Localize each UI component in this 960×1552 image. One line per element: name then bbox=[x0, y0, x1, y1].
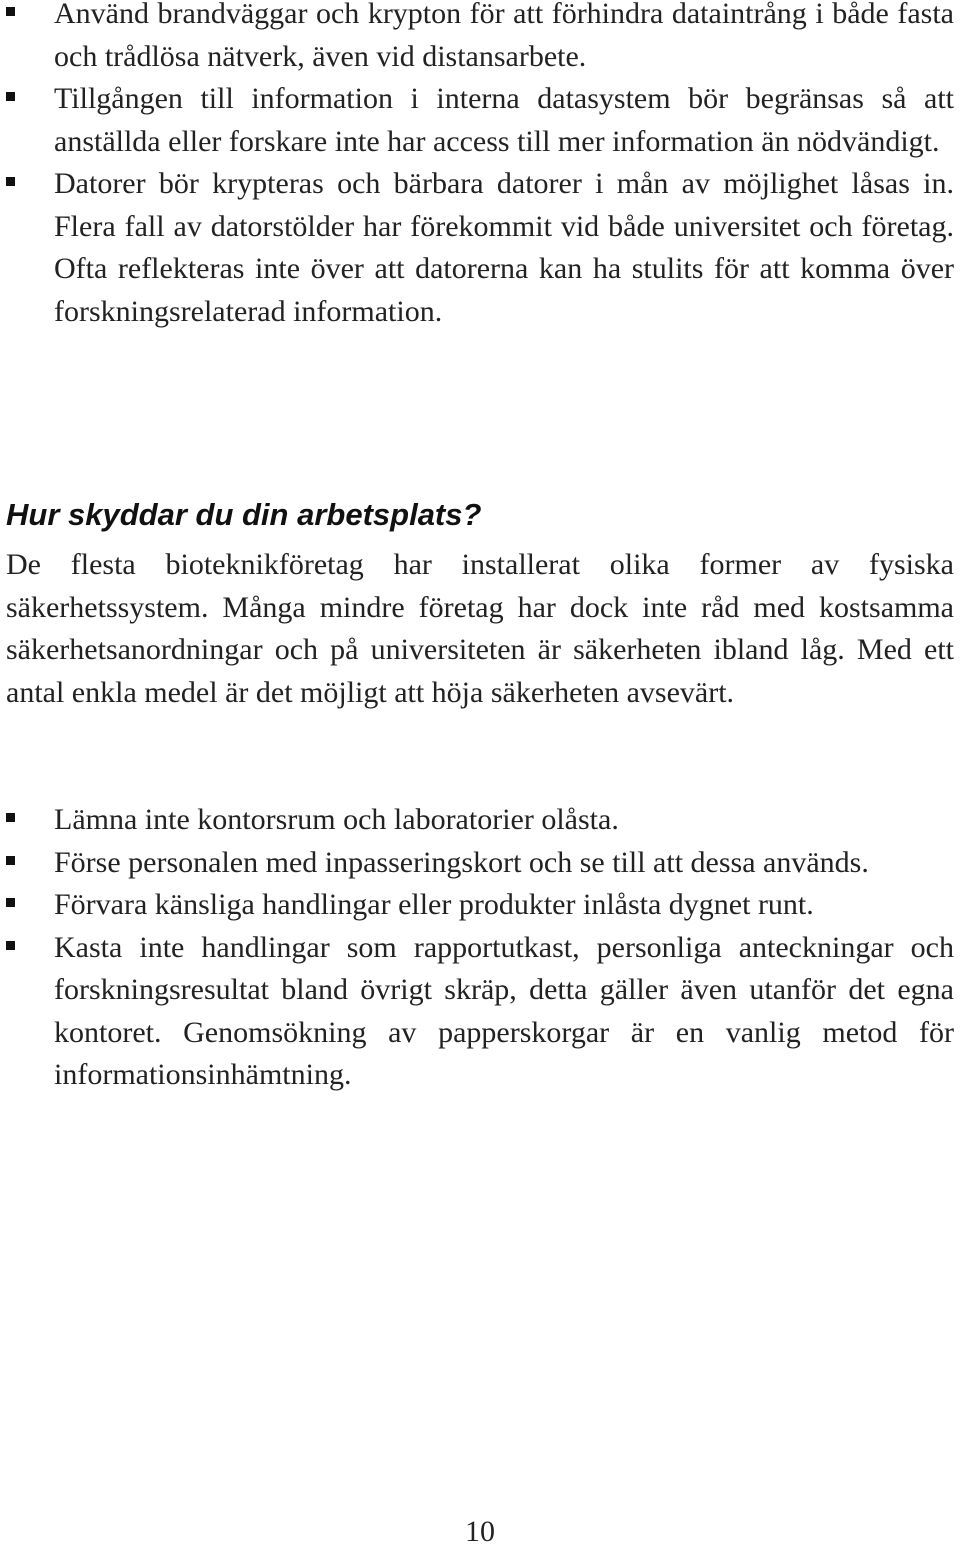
list-item-text: Tillgången till information i interna datasystem bör begränsas så att anställda eller forskare inte har access till mer information än nödvändigt. bbox=[54, 82, 954, 158]
square-bullet-icon bbox=[6, 92, 15, 101]
top-bullet-list bbox=[6, 0, 954, 333]
square-bullet-icon bbox=[6, 813, 15, 822]
list-item-text: Använd brandväggar och krypton för att förhindra dataintrång i både fasta och trådlösa nätverk, även vid distansarbete. bbox=[54, 0, 954, 73]
list-item-text: Förvara känsliga handlingar eller produkter inlåsta dygnet runt. bbox=[54, 888, 814, 921]
square-bullet-icon bbox=[6, 898, 15, 907]
section-paragraph: De flesta bioteknikföretag har installerat olika former av fysiska säkerhetssystem. Många mindre företag har dock inte råd med kostsamma säkerhetsanordningar och på universiteten är säkerheten ibland låg. Med ett antal enkla medel är det möjligt att höja säkerheten avsevärt. bbox=[6, 548, 954, 709]
square-bullet-icon bbox=[6, 177, 15, 186]
section-heading: Hur skyddar du din arbetsplats? bbox=[6, 497, 482, 532]
list-item bbox=[6, 927, 954, 1097]
square-bullet-icon bbox=[6, 856, 15, 865]
bottom-bullet-list bbox=[6, 799, 954, 1097]
list-item bbox=[6, 884, 954, 927]
list-item-text: Förse personalen med inpasseringskort och se till att dessa används. bbox=[54, 845, 869, 879]
list-item bbox=[6, 163, 954, 333]
square-bullet-icon bbox=[6, 941, 15, 950]
list-item-text: Lämna inte kontorsrum och laboratorier olåsta. bbox=[54, 803, 619, 836]
list-item-text: Kasta inte handlingar som rapportutkast, personliga anteckningar och forskningsresultat bland övrigt skräp, detta gäller även utanför det egna kontoret. Genomsökning av papperskorgar är en vanlig metod för informationsinhämtning. bbox=[54, 930, 954, 1091]
list-item bbox=[6, 0, 954, 78]
list-item bbox=[6, 842, 954, 885]
square-bullet-icon bbox=[6, 7, 15, 16]
page-number: 10 bbox=[465, 1515, 495, 1548]
list-item bbox=[6, 799, 954, 842]
list-item bbox=[6, 78, 954, 163]
list-item-text: Datorer bör krypteras och bärbara datorer i mån av möjlighet låsas in. Flera fall av datorstölder har förekommit vid både universitet och företag. Ofta reflekteras inte över att datorerna kan ha stulits för att komma över forskningsrelaterad information. bbox=[54, 167, 954, 328]
